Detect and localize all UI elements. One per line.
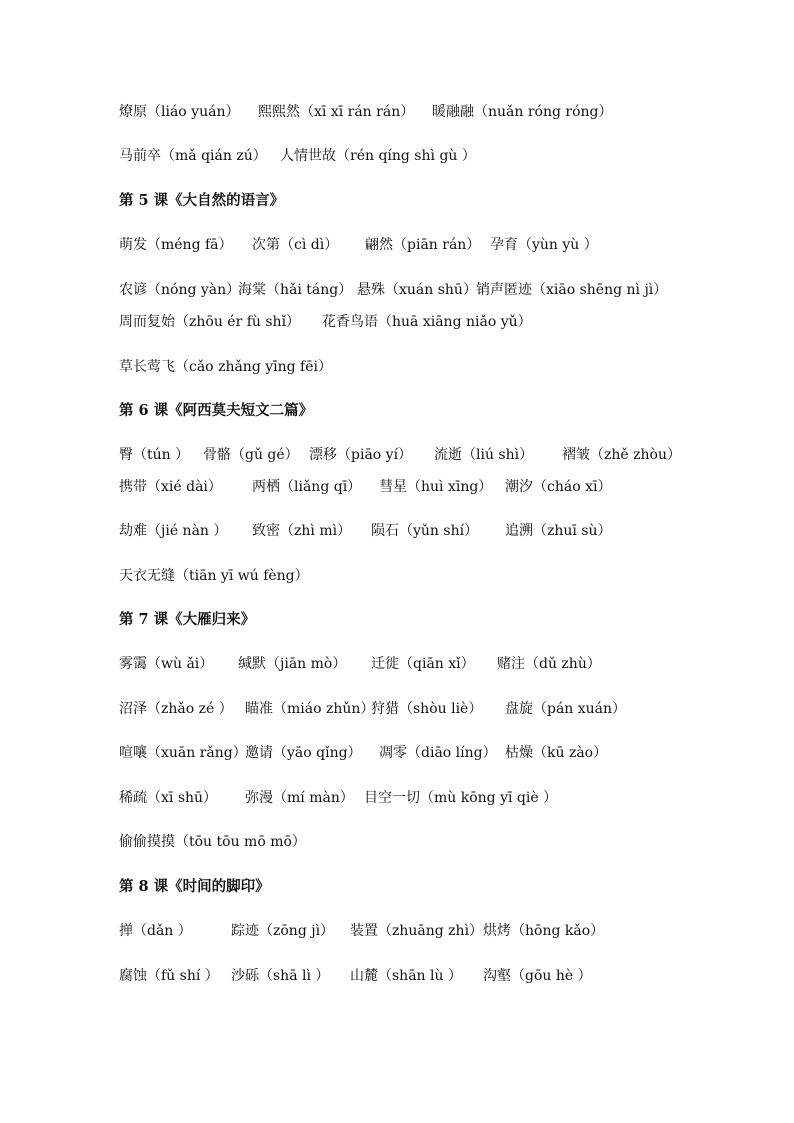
vocab-entry: 沼泽（zhǎo zé ） bbox=[119, 701, 233, 717]
vocab-entry: 骨骼（gǔ gé） bbox=[203, 447, 299, 463]
vocab-entry: 人情世故（rén qíng shì gù ） bbox=[280, 148, 476, 164]
vocab-entry: 弥漫（mí màn） bbox=[245, 790, 354, 806]
vocab-entry: 山麓（shān lù ） bbox=[350, 968, 462, 984]
lesson-heading: 第 7 课《大雁归来》 bbox=[119, 611, 256, 628]
vocab-entry: 瞄准（miáo zhǔn） bbox=[245, 701, 375, 717]
vocab-entry: 携带（xié dài） bbox=[119, 479, 222, 495]
vocab-entry: 马前卒（mǎ qián zú） bbox=[119, 148, 267, 164]
vocab-entry: 沙砾（shā lì ） bbox=[231, 968, 330, 984]
vocab-entry: 陨石（yǔn shí） bbox=[371, 523, 479, 539]
vocab-entry: 喧嚷（xuān rǎng） bbox=[119, 745, 247, 761]
vocab-entry: 腐蚀（fǔ shí ） bbox=[119, 968, 219, 984]
vocab-entry: 雾霭（wù ǎi） bbox=[119, 656, 214, 672]
vocab-entry: 潮汐（cháo xī） bbox=[505, 479, 612, 495]
vocab-entry: 枯燥（kū zào） bbox=[505, 745, 608, 761]
vocab-entry: 迁徙（qiān xǐ） bbox=[371, 656, 475, 672]
vocab-entry: 熙熙然（xī xī rán rán） bbox=[258, 104, 415, 120]
vocab-entry: 漂移（piāo yí） bbox=[309, 447, 413, 463]
vocab-entry: 邀请（yāo qǐng） bbox=[245, 745, 362, 761]
vocab-entry: 狩猎（shòu liè） bbox=[371, 701, 483, 717]
vocab-entry: 致密（zhì mì） bbox=[252, 523, 352, 539]
vocab-entry: 次第（cì dì） bbox=[252, 237, 339, 253]
vocab-entry: 追溯（zhuī sù） bbox=[505, 523, 612, 539]
vocab-entry: 翩然（piān rán） bbox=[365, 237, 481, 253]
lesson-heading: 第 8 课《时间的脚印》 bbox=[119, 878, 270, 895]
vocab-entry: 两栖（liǎng qī） bbox=[252, 479, 362, 495]
vocab-entry: 彗星（huì xīng） bbox=[379, 479, 493, 495]
vocab-entry: 烘烤（hōng kǎo） bbox=[483, 923, 605, 939]
vocab-entry: 暖融融（nuǎn róng róng） bbox=[432, 104, 613, 120]
vocab-entry: 萌发（méng fā） bbox=[119, 237, 233, 253]
vocab-entry: 装置（zhuāng zhì） bbox=[350, 923, 484, 939]
vocab-entry: 花香鸟语（huā xiāng niǎo yǔ） bbox=[322, 314, 532, 330]
lesson-heading: 第 6 课《阿西莫夫短文二篇》 bbox=[119, 402, 314, 419]
vocab-entry: 孕育（yùn yù ） bbox=[490, 237, 598, 253]
vocab-entry: 掸（dǎn ） bbox=[119, 923, 192, 939]
lesson-heading: 第 5 课《大自然的语言》 bbox=[119, 192, 285, 209]
vocab-entry: 农谚（nóng yàn） bbox=[119, 282, 241, 298]
vocab-entry: 草长莺飞（cǎo zhǎng yīng fēi） bbox=[119, 359, 332, 375]
vocab-entry: 销声匿迹（xiāo shēng nì jì） bbox=[476, 282, 668, 298]
vocab-entry: 周而复始（zhōu ér fù shǐ） bbox=[119, 314, 301, 330]
vocab-entry: 褶皱（zhě zhòu） bbox=[562, 447, 681, 463]
vocab-entry: 流逝（liú shì） bbox=[434, 447, 534, 463]
vocab-entry: 盘旋（pán xuán） bbox=[505, 701, 627, 717]
vocab-entry: 稀疏（xī shū） bbox=[119, 790, 218, 806]
vocab-entry: 目空一切（mù kōng yī qiè ） bbox=[364, 790, 558, 806]
vocab-entry: 悬殊（xuán shū） bbox=[357, 282, 477, 298]
vocab-entry: 燎原（liáo yuán） bbox=[119, 104, 240, 120]
vocab-entry: 踪迹（zōng jì） bbox=[231, 923, 335, 939]
vocab-entry: 海棠（hǎi táng） bbox=[238, 282, 353, 298]
vocab-entry: 臀（tún ） bbox=[119, 447, 190, 463]
vocab-entry: 缄默（jiān mò） bbox=[238, 656, 347, 672]
vocab-entry: 偷偷摸摸（tōu tōu mō mō） bbox=[119, 834, 306, 850]
vocab-entry: 劫难（jié nàn ） bbox=[119, 523, 228, 539]
vocab-entry: 凋零（diāo líng） bbox=[379, 745, 497, 761]
vocab-entry: 沟壑（gōu hè ） bbox=[483, 968, 592, 984]
vocab-entry: 天衣无缝（tiān yī wú fèng） bbox=[119, 568, 309, 584]
vocab-entry: 赌注（dǔ zhù） bbox=[497, 656, 601, 672]
